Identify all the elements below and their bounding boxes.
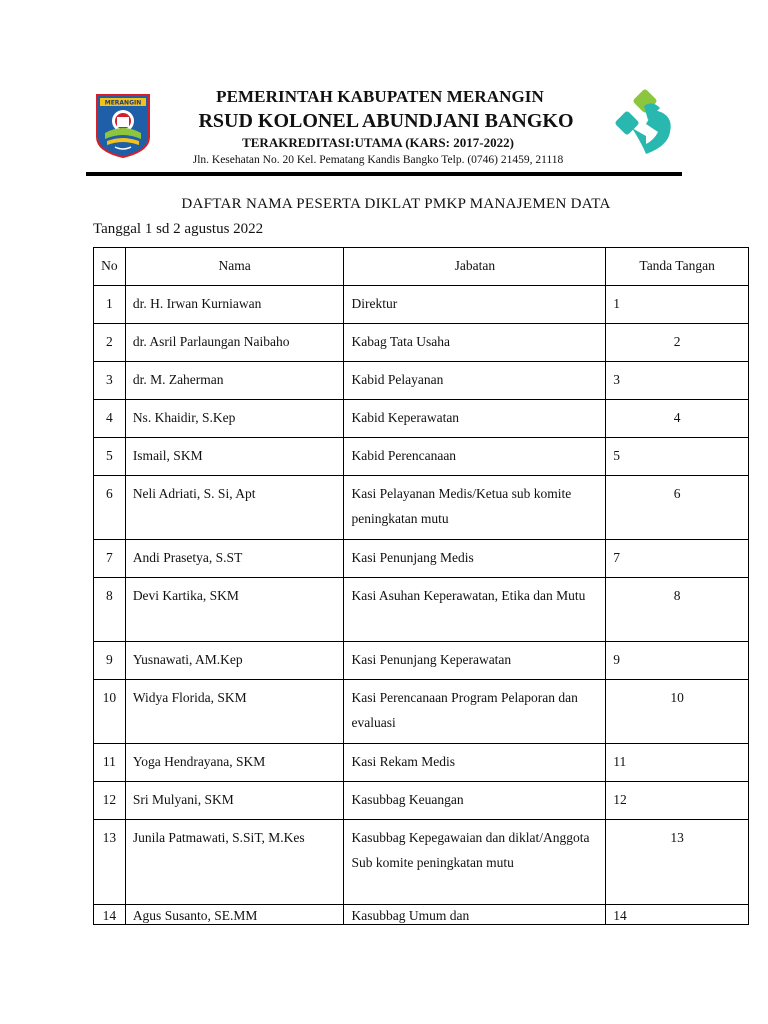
table-row	[94, 540, 749, 578]
cell-nama: Ns. Khaidir, S.Kep	[125, 400, 344, 438]
cell-tanda-tangan: 8	[606, 578, 749, 642]
cell-nama: Yusnawati, AM.Kep	[125, 642, 344, 680]
cell-nama: dr. Asril Parlaungan Naibaho	[125, 324, 344, 362]
cell-tanda-tangan: 9	[606, 642, 749, 680]
cell-tanda-tangan: 1	[606, 286, 749, 324]
table-row	[94, 324, 749, 362]
cell-no: 11	[94, 744, 126, 782]
table-row	[94, 744, 749, 782]
cell-nama: Widya Florida, SKM	[125, 680, 344, 744]
header-rule	[86, 172, 682, 176]
cell-nama: dr. H. Irwan Kurniawan	[125, 286, 344, 324]
column-header-jabatan: Jabatan	[344, 248, 606, 286]
cell-no: 13	[94, 820, 126, 905]
cell-jabatan: Kasi Asuhan Keperawatan, Etika dan Mutu	[344, 578, 606, 642]
cell-jabatan: Kasi Penunjang Keperawatan	[344, 642, 606, 680]
cell-jabatan: Kabag Tata Usaha	[344, 324, 606, 362]
cell-nama: Andi Prasetya, S.ST	[125, 540, 344, 578]
cell-no: 12	[94, 782, 126, 820]
table-row	[94, 438, 749, 476]
table-row	[94, 680, 749, 744]
column-header-no: No	[94, 248, 126, 286]
letterhead-line-address: Jln. Kesehatan No. 20 Kel. Pematang Kandis Bangko Telp. (0746) 21459, 21118	[192, 154, 564, 166]
table-row	[94, 642, 749, 680]
table-row	[94, 400, 749, 438]
cell-jabatan: Kabid Pelayanan	[344, 362, 606, 400]
cell-jabatan: Kasi Pelayanan Medis/Ketua sub komite peningkatan mutu	[344, 476, 606, 540]
table-row	[94, 905, 749, 925]
cell-tanda-tangan: 2	[606, 324, 749, 362]
cell-no: 14	[94, 905, 126, 925]
table-row	[94, 578, 749, 642]
cell-jabatan: Kasubbag Umum dan	[344, 905, 606, 925]
cell-jabatan: Kasi Rekam Medis	[344, 744, 606, 782]
cell-tanda-tangan: 4	[606, 400, 749, 438]
cell-no: 9	[94, 642, 126, 680]
cell-nama: Sri Mulyani, SKM	[125, 782, 344, 820]
column-header-tanda-tangan: Tanda Tangan	[606, 248, 749, 286]
table-row	[94, 782, 749, 820]
letterhead	[0, 0, 768, 185]
cell-no: 4	[94, 400, 126, 438]
cell-tanda-tangan: 12	[606, 782, 749, 820]
cell-nama: Yoga Hendrayana, SKM	[125, 744, 344, 782]
cell-jabatan: Kasubbag Kepegawaian dan diklat/Anggota Sub komite peningkatan mutu	[344, 820, 606, 905]
cell-no: 7	[94, 540, 126, 578]
cell-nama: Agus Susanto, SE.MM	[125, 905, 344, 925]
cell-tanda-tangan: 10	[606, 680, 749, 744]
cell-no: 5	[94, 438, 126, 476]
cell-tanda-tangan: 7	[606, 540, 749, 578]
cell-nama: Junila Patmawati, S.SiT, M.Kes	[125, 820, 344, 905]
cell-no: 6	[94, 476, 126, 540]
cell-jabatan: Kabid Perencanaan	[344, 438, 606, 476]
cell-jabatan: Kasubbag Keuangan	[344, 782, 606, 820]
cell-tanda-tangan: 11	[606, 744, 749, 782]
emblem-label: MERANGIN	[104, 99, 142, 107]
cell-tanda-tangan: 13	[606, 820, 749, 905]
table-row	[94, 362, 749, 400]
cell-nama: Ismail, SKM	[125, 438, 344, 476]
letterhead-line-accreditation: TERAKREDITASI:UTAMA (KARS: 2017-2022)	[242, 135, 514, 150]
cell-tanda-tangan: 14	[606, 905, 749, 925]
cell-nama: Devi Kartika, SKM	[125, 578, 344, 642]
table-row	[94, 820, 749, 905]
cell-jabatan: Direktur	[344, 286, 606, 324]
cell-jabatan: Kasi Penunjang Medis	[344, 540, 606, 578]
cell-tanda-tangan: 5	[606, 438, 749, 476]
table-row	[94, 286, 749, 324]
cell-no: 1	[94, 286, 126, 324]
document-title: DAFTAR NAMA PESERTA DIKLAT PMKP MANAJEMEN DATA	[181, 196, 611, 212]
cell-no: 3	[94, 362, 126, 400]
table-header-row	[94, 248, 749, 286]
cell-no: 8	[94, 578, 126, 642]
document-date: Tanggal 1 sd 2 agustus 2022	[93, 221, 264, 237]
cell-tanda-tangan: 3	[606, 362, 749, 400]
table-row	[94, 476, 749, 540]
letterhead-line-government: PEMERINTAH KABUPATEN MERANGIN	[216, 87, 544, 106]
cell-tanda-tangan: 6	[606, 476, 749, 540]
column-header-nama: Nama	[125, 248, 344, 286]
cell-no: 10	[94, 680, 126, 744]
cell-no: 2	[94, 324, 126, 362]
cell-jabatan: Kasi Perencanaan Program Pelaporan dan evaluasi	[344, 680, 606, 744]
cell-nama: dr. M. Zaherman	[125, 362, 344, 400]
kemenkes-logo-icon	[614, 88, 678, 160]
cell-nama: Neli Adriati, S. Si, Apt	[125, 476, 344, 540]
participant-table	[93, 247, 749, 925]
cell-jabatan: Kabid Keperawatan	[344, 400, 606, 438]
letterhead-line-hospital: RSUD KOLONEL ABUNDJANI BANGKO	[198, 110, 574, 132]
